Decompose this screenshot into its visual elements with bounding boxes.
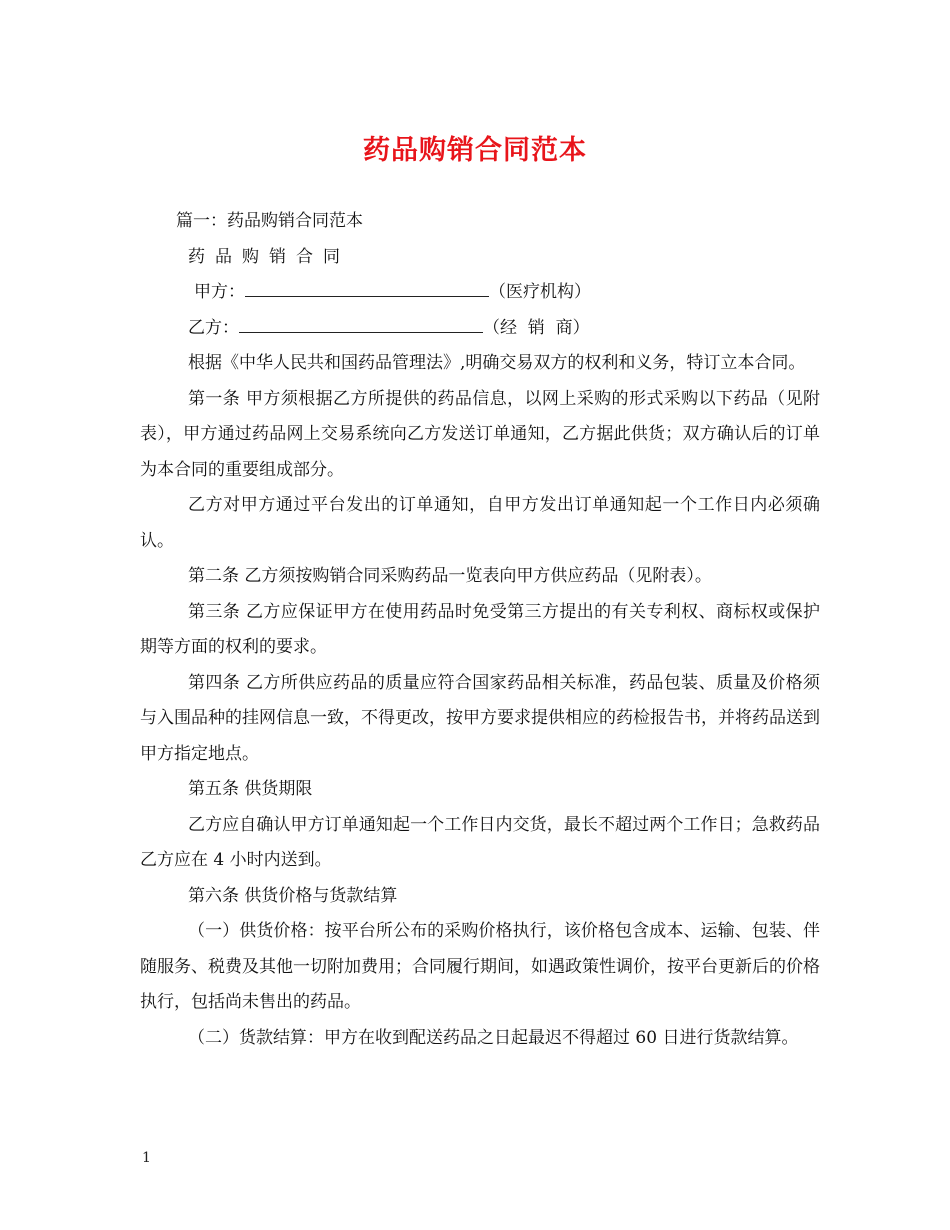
page-number: 1 [142,1150,151,1166]
paragraph-article-6-price: （一）供货价格：按平台所公布的采购价格执行，该价格包含成本、运输、包装、伴随服务、税费及其他一切附加费用；合同履行期间，如遇政策性调价，按平台更新后的价格执行，包括尚未售出的药品。 [140,921,820,1012]
contract-heading: 药品购销合同 [188,246,350,267]
paragraph-article-3: 第三条 乙方应保证甲方在使用药品时免受第三方提出的有关专利权、商标权或保护期等方面的权利的要求。 [140,601,820,657]
paragraph-article-2: 第二条 乙方须按购销合同采购药品一览表向甲方供应药品（见附表）。 [188,566,712,586]
section-heading: 篇一：药品购销合同范本 [176,211,363,231]
paragraph-article-5-detail: 乙方应自确认甲方订单通知起一个工作日内交货，最长不超过两个工作日；急救药品乙方应在 4 小时内送到。 [140,814,820,870]
paragraph-intro: 根据《中华人民共和国药品管理法》,明确交易双方的权利和义务，特订立本合同。 [188,353,806,373]
paragraph-article-6: 第六条 供货价格与货款结算 [188,885,398,906]
party-a-note: （医疗机构） [489,282,591,302]
paragraph-article-1: 第一条 甲方须根据乙方所提供的药品信息，以网上采购的形式采购以下药品（见附表），甲方通过药品网上交易系统向乙方发送订单通知，乙方据此供货；双方确认后的订单为本合同的重要组成部分。 [140,388,820,480]
party-a-line [140,275,820,311]
paragraph-article-4: 第四条 乙方所供应药品的质量应符合国家药品相关标准，药品包装、质量及价格须与入围品种的挂网信息一致，不得更改，按甲方要求提供相应的药检报告书，并将药品送到甲方指定地点。 [140,672,820,764]
paragraph-article-1-confirm: 乙方对甲方通过平台发出的订单通知，自甲方发出订单通知起一个工作日内必须确认。 [140,495,820,551]
paragraph-article-6-payment: （二）货款结算：甲方在收到配送药品之日起最迟不得超过 60 日进行货款结算。 [188,1027,799,1048]
paragraph-article-5: 第五条 供货期限 [188,779,313,799]
party-b-note: （经 销 商） [483,317,590,338]
party-b-label: 乙方： [188,317,239,338]
document-body [140,204,820,1056]
party-b-blank [239,318,483,333]
party-a-label: 甲方： [194,282,245,302]
document-title: 药品购销合同范本 [363,135,587,166]
party-a-blank [245,282,489,297]
party-b-line [140,311,820,347]
